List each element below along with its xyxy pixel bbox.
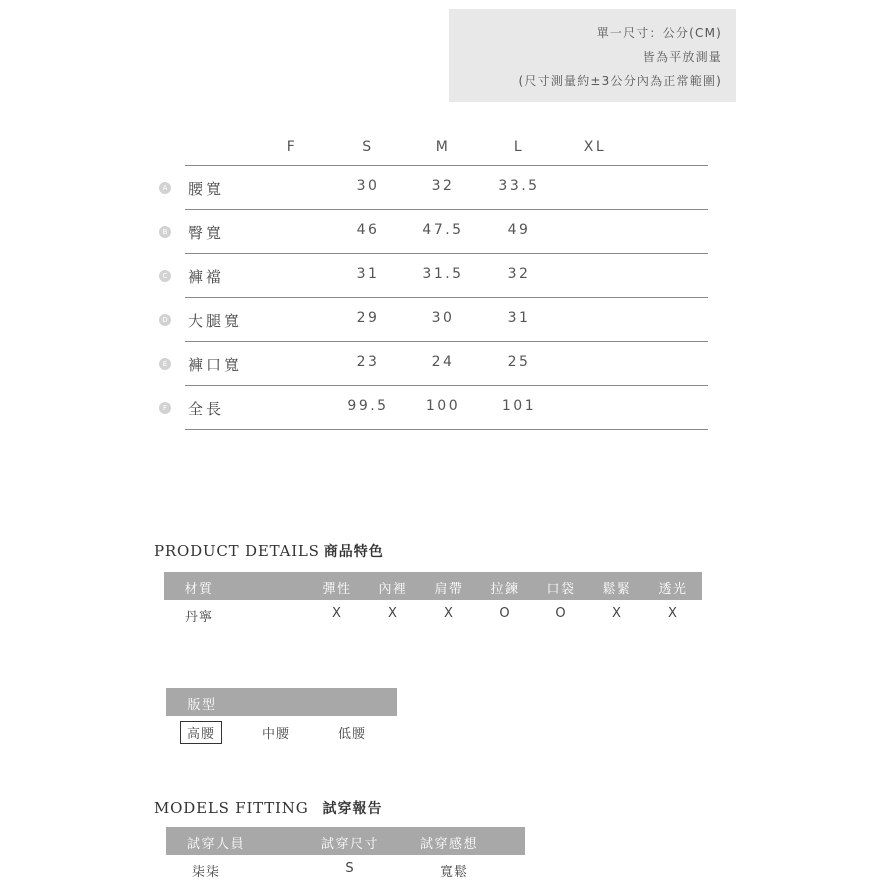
value-pocket: O xyxy=(555,606,567,621)
cell-s: 23 xyxy=(356,354,380,370)
note-tolerance: (尺寸測量約±3公分內為正常範圍) xyxy=(518,74,722,88)
row-marker-c: C xyxy=(159,270,171,282)
product-details-header xyxy=(164,572,702,600)
header-model: 試穿人員 xyxy=(186,837,246,852)
cell-s: 31 xyxy=(356,266,380,282)
measurement-note xyxy=(449,9,736,102)
fit-option-mid-waist: 中腰 xyxy=(261,727,291,742)
cell-m: 30 xyxy=(431,310,455,326)
size-row-hem xyxy=(162,342,708,386)
size-row-rise xyxy=(162,254,708,298)
fit-header-label: 版型 xyxy=(187,698,217,713)
header-lining: 內裡 xyxy=(378,582,408,597)
product-details-title-en: PRODUCT DETAILS xyxy=(154,542,320,560)
value-straps: X xyxy=(444,606,454,621)
size-header-s: S xyxy=(362,139,374,155)
row-label: 臀寬 xyxy=(188,224,225,242)
row-marker-d: D xyxy=(159,314,171,326)
cell-m: 100 xyxy=(425,398,461,414)
header-fit-feedback: 試穿感想 xyxy=(419,837,479,852)
size-header-l: L xyxy=(513,139,525,155)
cell-s: 99.5 xyxy=(347,398,389,414)
size-header-xl: XL xyxy=(583,139,607,155)
row-marker-b: B xyxy=(159,226,171,238)
value-fit-size: S xyxy=(345,861,355,876)
cell-m: 31.5 xyxy=(422,266,464,282)
cell-m: 47.5 xyxy=(422,222,464,238)
cell-l: 32 xyxy=(507,266,531,282)
header-material: 材質 xyxy=(184,582,214,597)
cell-l: 31 xyxy=(507,310,531,326)
models-fitting-title xyxy=(154,798,383,818)
size-table-header xyxy=(185,127,708,166)
cell-s: 30 xyxy=(356,178,380,194)
row-label: 腰寬 xyxy=(188,180,225,198)
models-fitting-header xyxy=(166,827,525,855)
cell-s: 29 xyxy=(356,310,380,326)
fit-option-high-waist: 高腰 xyxy=(180,721,222,744)
value-zipper: O xyxy=(499,606,511,621)
value-fit-feedback: 寬鬆 xyxy=(439,865,469,880)
size-row-thigh xyxy=(162,298,708,342)
row-marker-f: F xyxy=(159,402,171,414)
header-zipper: 拉鍊 xyxy=(490,582,520,597)
cell-l: 25 xyxy=(507,354,531,370)
cell-l: 33.5 xyxy=(498,178,540,194)
value-elastic: X xyxy=(612,606,622,621)
models-fitting-title-en: MODELS FITTING xyxy=(154,799,309,817)
note-method: 皆為平放測量 xyxy=(642,50,722,64)
row-label: 全長 xyxy=(188,400,225,418)
value-sheer: X xyxy=(668,606,678,621)
value-elasticity: X xyxy=(332,606,342,621)
note-unit: 單一尺寸：公分(CM) xyxy=(596,26,722,40)
size-row-hip xyxy=(162,210,708,254)
value-material: 丹寧 xyxy=(184,610,214,625)
size-row-length xyxy=(162,386,708,430)
size-row-waist xyxy=(162,166,708,210)
cell-m: 32 xyxy=(431,178,455,194)
value-lining: X xyxy=(388,606,398,621)
value-model: 柒柒 xyxy=(191,865,221,880)
cell-m: 24 xyxy=(431,354,455,370)
row-label: 大腿寬 xyxy=(188,312,243,330)
header-pocket: 口袋 xyxy=(546,582,576,597)
size-header-m: M xyxy=(435,139,451,155)
fit-header xyxy=(166,688,397,716)
header-straps: 肩帶 xyxy=(434,582,464,597)
row-label: 褲口寬 xyxy=(188,356,243,374)
header-elastic: 鬆緊 xyxy=(602,582,632,597)
product-details-title-zh: 商品特色 xyxy=(323,544,384,560)
header-sheer: 透光 xyxy=(658,582,688,597)
header-elasticity: 彈性 xyxy=(322,582,352,597)
cell-l: 49 xyxy=(507,222,531,238)
product-details-title xyxy=(154,541,384,561)
header-fit-size: 試穿尺寸 xyxy=(320,837,380,852)
row-marker-e: E xyxy=(159,358,171,370)
size-header-f: F xyxy=(286,139,298,155)
cell-s: 46 xyxy=(356,222,380,238)
row-marker-a: A xyxy=(159,182,171,194)
size-table xyxy=(156,127,708,430)
cell-l: 101 xyxy=(501,398,537,414)
row-label: 褲襠 xyxy=(188,268,225,286)
models-fitting-title-zh: 試穿報告 xyxy=(322,801,383,817)
fit-option-low-waist: 低腰 xyxy=(337,727,367,742)
